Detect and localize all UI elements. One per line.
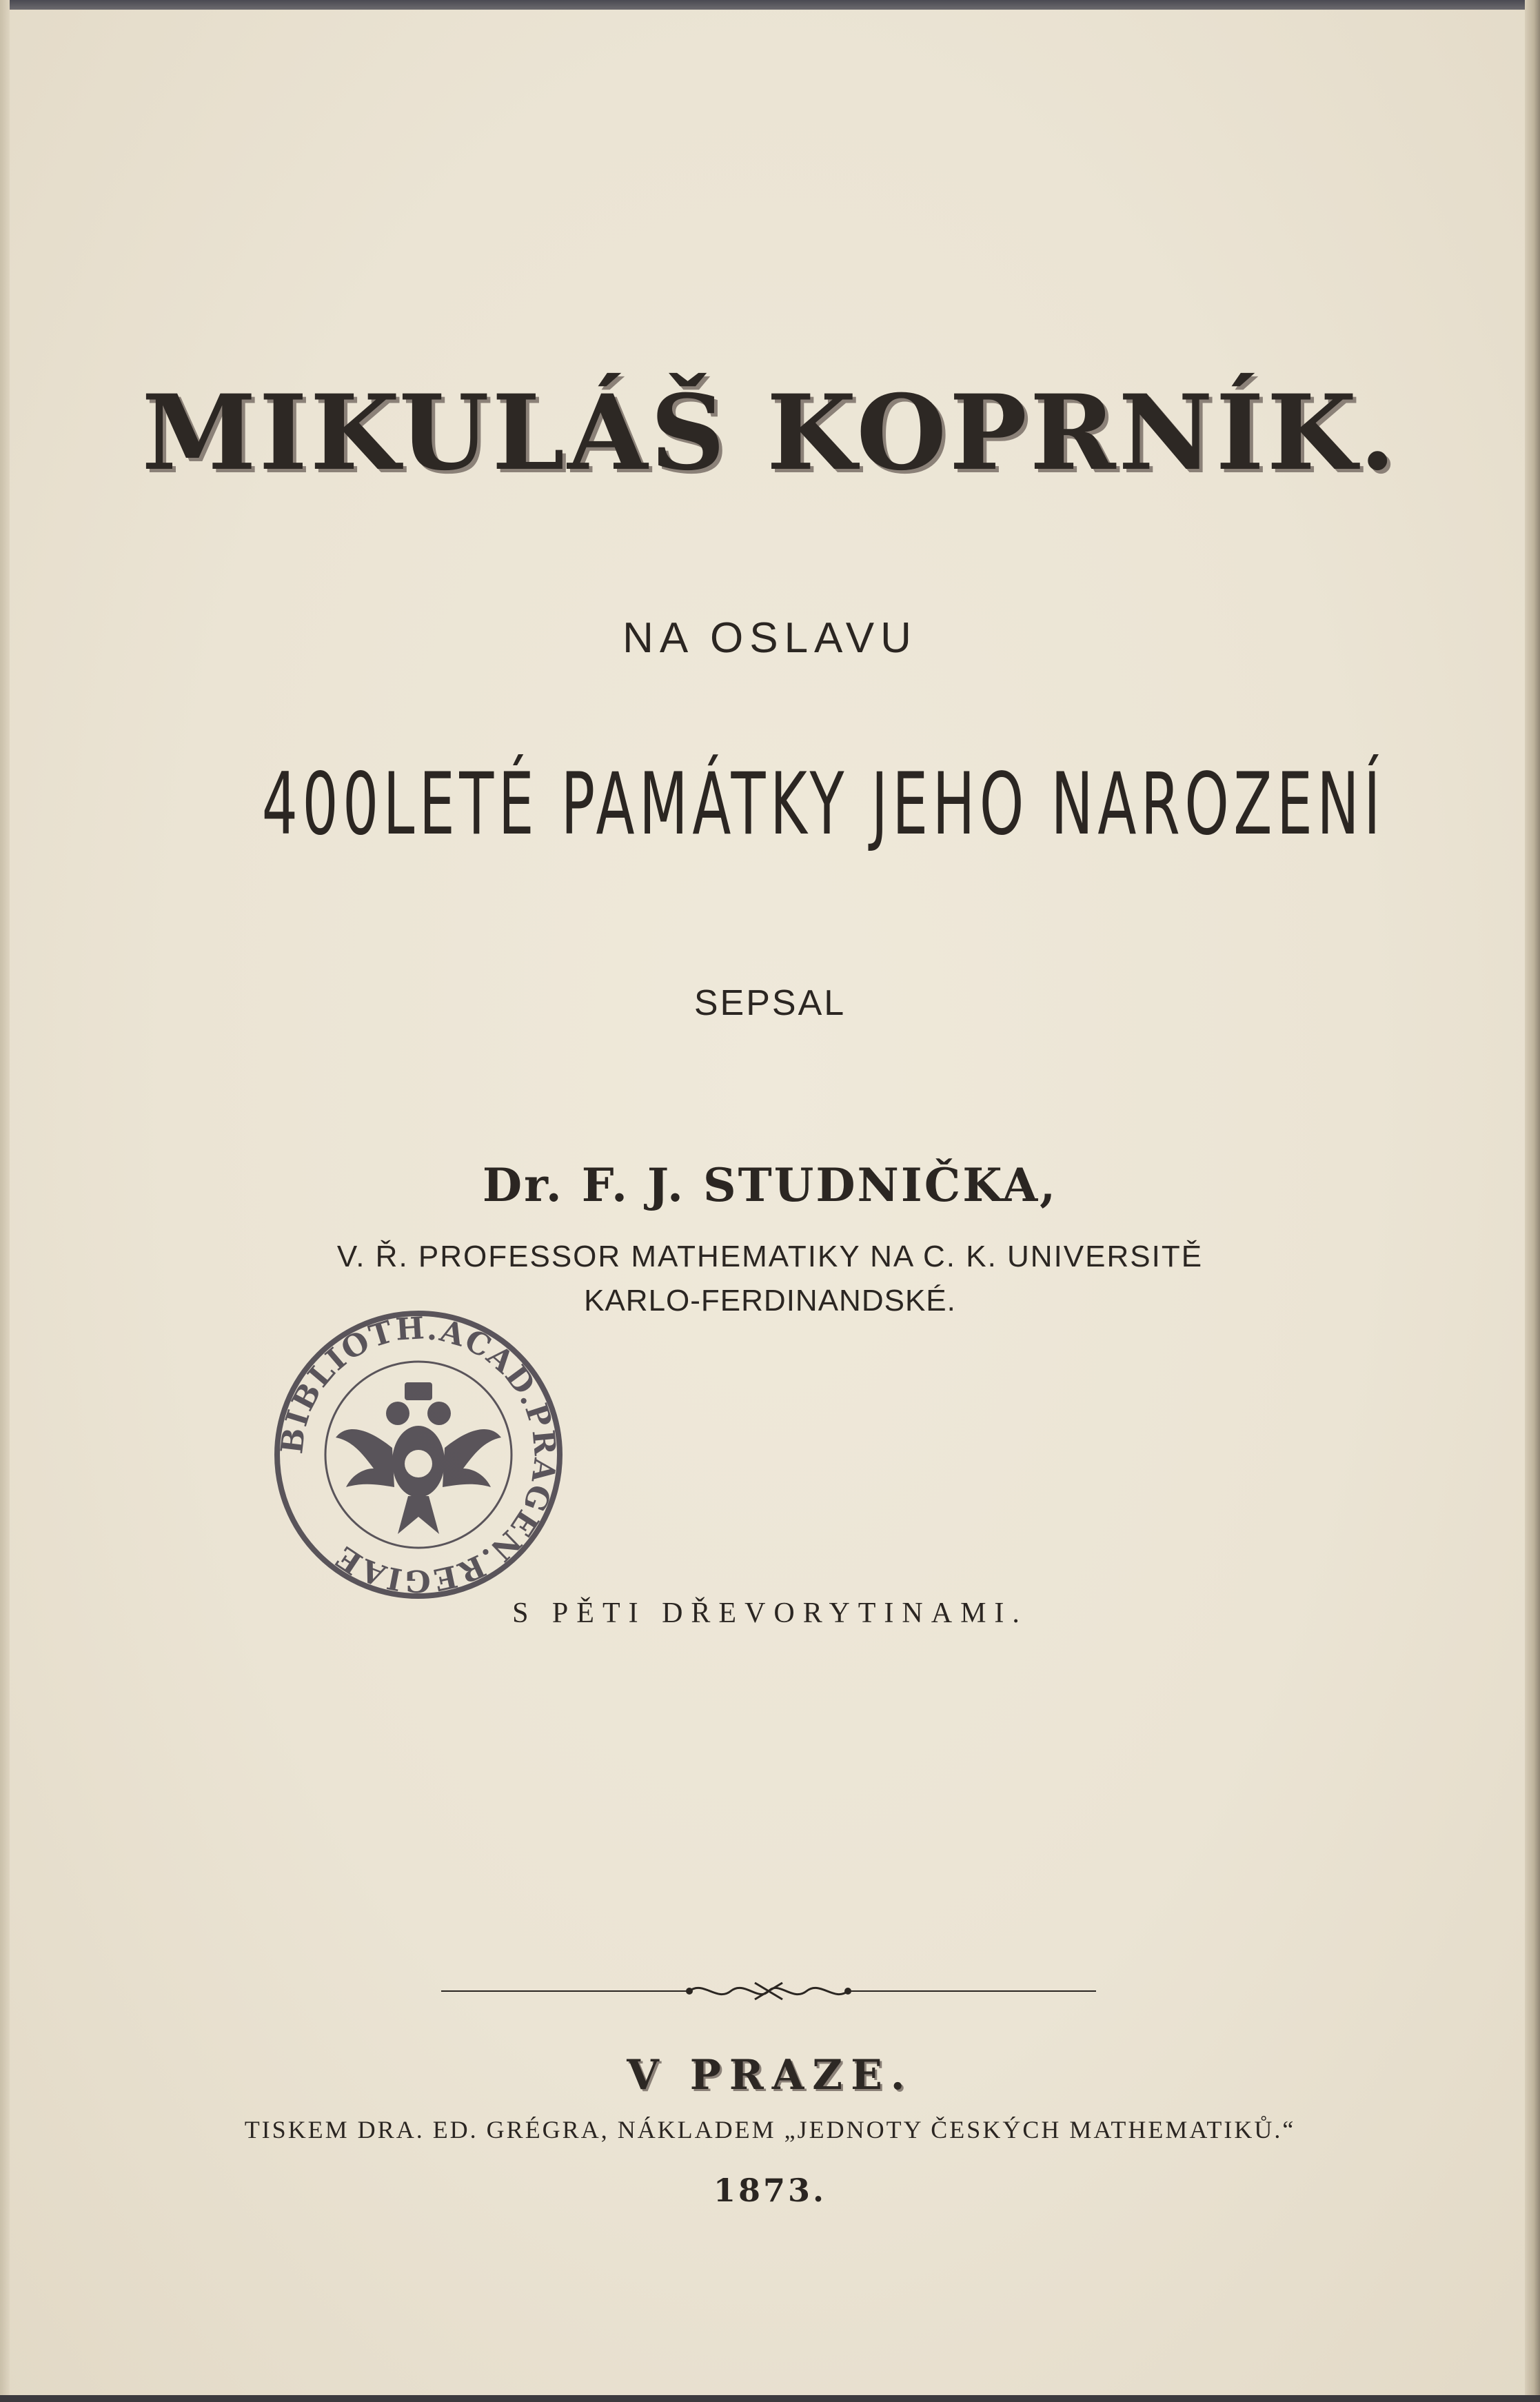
subtitle: NA OSLAVU [622, 614, 918, 662]
double-headed-eagle-icon [336, 1382, 501, 1534]
scroll-ornament-icon [441, 1977, 1096, 2005]
woodcuts-note: S PĚTI DŘEVORYTINAMI. [512, 1597, 1028, 1629]
author-name: Dr. F. J. STUDNIČKA, [482, 1158, 1058, 1212]
printer-publisher: TISKEM DRA. ED. GRÉGRA, NÁKLADEM „JEDNOTY ČESKÝCH MATHEMATIKŮ.“ [244, 2116, 1296, 2143]
publication-city: V PRAZE. [627, 2051, 913, 2099]
authored-by-label: SEPSAL [693, 983, 847, 1023]
stamp-text: BIBLIOTH.ACAD.PRAGEN.REGIAE [274, 1311, 563, 1599]
headline: 400LETÉ PAMÁTKY JEHO NAROZENÍ [261, 755, 1385, 854]
author-affiliation-line2: KARLO-FERDINANDSKÉ. [584, 1284, 956, 1318]
library-stamp [270, 1306, 567, 1603]
scan-edge-top [0, 0, 1540, 10]
scan-edge-bottom [0, 2395, 1540, 2402]
author-affiliation-line1: V. Ř. PROFESSOR MATHEMATIKY NA C. K. UNIVERSITĚ [336, 1240, 1204, 1273]
publication-year: 1873. [713, 2172, 827, 2209]
book-title: MIKULÁŠ KOPRNÍK. [141, 372, 1399, 494]
